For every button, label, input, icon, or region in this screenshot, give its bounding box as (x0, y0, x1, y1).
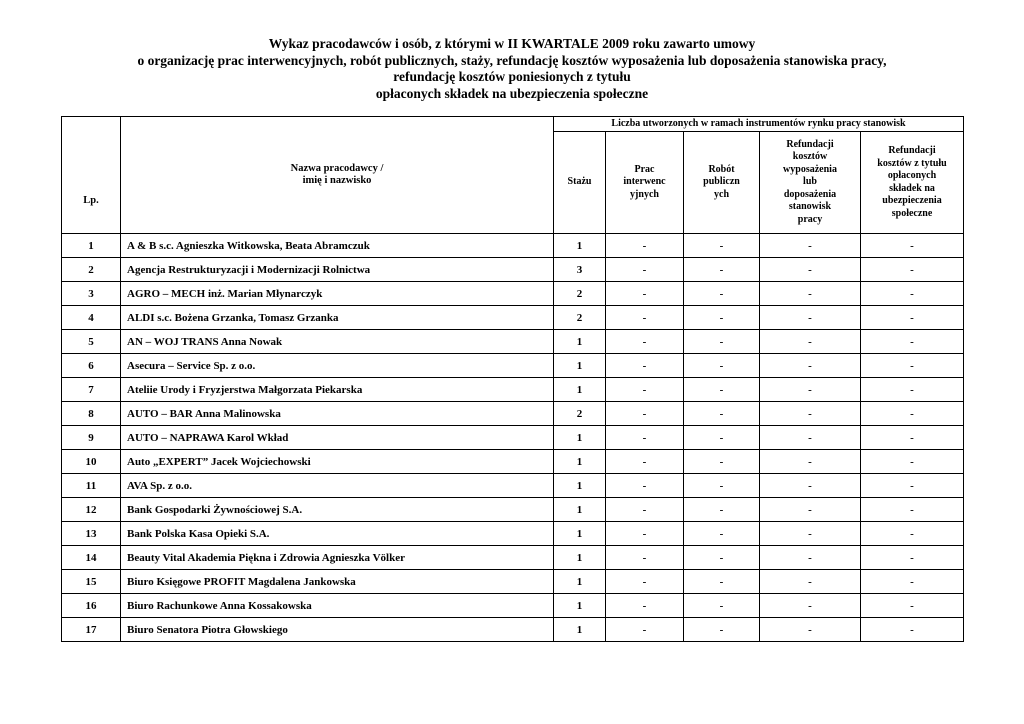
cell-lp: 15 (62, 570, 121, 594)
header-prac-line: Prac (634, 163, 655, 175)
cell-robot: - (684, 474, 760, 498)
cell-employer-name: AGRO – MECH inż. Marian Młynarczyk (121, 282, 554, 306)
cell-ref-wyposazenia: - (760, 354, 861, 378)
cell-employer-name: Ateliie Urody i Fryzjerstwa Małgorzata Piekarska (121, 378, 554, 402)
header-ref-wyp-line: doposażenia (783, 188, 837, 200)
cell-prac: - (606, 570, 684, 594)
header-ref-wyp-line: pracy (797, 213, 823, 225)
cell-lp: 6 (62, 354, 121, 378)
cell-robot: - (684, 234, 760, 258)
cell-lp: 14 (62, 546, 121, 570)
cell-stazu: 1 (554, 546, 606, 570)
table-row (62, 570, 964, 594)
header-ref-skladek (861, 132, 964, 234)
cell-ref-wyposazenia: - (760, 474, 861, 498)
cell-ref-skladek: - (861, 522, 964, 546)
header-prac-line: interwenc (623, 176, 666, 188)
table-row (62, 546, 964, 570)
table-row (62, 354, 964, 378)
cell-lp: 12 (62, 498, 121, 522)
cell-lp: 7 (62, 378, 121, 402)
title-line-3: refundację kosztów poniesionych z tytułu (393, 69, 631, 84)
cell-stazu: 1 (554, 330, 606, 354)
cell-ref-skladek: - (861, 450, 964, 474)
cell-stazu: 1 (554, 594, 606, 618)
cell-robot: - (684, 354, 760, 378)
cell-ref-skladek: - (861, 282, 964, 306)
cell-robot: - (684, 402, 760, 426)
header-ref-skl-line: Refundacji (888, 145, 936, 156)
cell-robot: - (684, 450, 760, 474)
document-title (0, 36, 1024, 102)
cell-prac: - (606, 306, 684, 330)
cell-robot: - (684, 570, 760, 594)
cell-employer-name: Biuro Księgowe PROFIT Magdalena Jankowska (121, 570, 554, 594)
header-ref-wyp-line: Refundacji (786, 138, 834, 150)
cell-lp: 5 (62, 330, 121, 354)
cell-employer-name: AVA Sp. z o.o. (121, 474, 554, 498)
cell-ref-wyposazenia: - (760, 546, 861, 570)
cell-stazu: 1 (554, 426, 606, 450)
cell-prac: - (606, 546, 684, 570)
header-name-line-2: imię i nazwisko (302, 175, 372, 186)
table-row (62, 498, 964, 522)
cell-robot: - (684, 522, 760, 546)
header-ref-wyposazenia (760, 132, 861, 234)
header-name (121, 117, 554, 234)
cell-robot: - (684, 306, 760, 330)
cell-ref-skladek: - (861, 498, 964, 522)
cell-ref-wyposazenia: - (760, 522, 861, 546)
cell-employer-name: ALDI s.c. Bożena Grzanka, Tomasz Grzanka (121, 306, 554, 330)
table-row (62, 306, 964, 330)
cell-ref-wyposazenia: - (760, 570, 861, 594)
cell-ref-skladek: - (861, 354, 964, 378)
cell-ref-skladek: - (861, 378, 964, 402)
cell-prac: - (606, 450, 684, 474)
cell-prac: - (606, 378, 684, 402)
title-line-4: opłaconych składek na ubezpieczenia społeczne (375, 85, 649, 101)
cell-stazu: 1 (554, 474, 606, 498)
cell-ref-skladek: - (861, 402, 964, 426)
header-robot-line: ych (714, 188, 729, 200)
header-ref-skl-line: opłaconych (887, 170, 937, 181)
cell-prac: - (606, 354, 684, 378)
cell-ref-wyposazenia: - (760, 402, 861, 426)
cell-prac: - (606, 402, 684, 426)
cell-prac: - (606, 498, 684, 522)
cell-robot: - (684, 618, 760, 642)
cell-stazu: 2 (554, 306, 606, 330)
header-ref-wyp-line: kosztów (792, 151, 828, 163)
header-ref-skl-line: ubezpieczenia (882, 195, 942, 206)
cell-ref-skladek: - (861, 258, 964, 282)
cell-ref-skladek: - (861, 594, 964, 618)
cell-robot: - (684, 330, 760, 354)
cell-ref-skladek: - (861, 234, 964, 258)
header-robot-line: Robót (708, 163, 735, 175)
header-ref-skl-line: składek na (889, 182, 935, 194)
cell-ref-wyposazenia: - (760, 498, 861, 522)
employers-table (61, 116, 964, 642)
cell-prac: - (606, 330, 684, 354)
cell-employer-name: Bank Gospodarki Żywnościowej S.A. (121, 498, 554, 522)
cell-stazu: 1 (554, 498, 606, 522)
header-ref-wyp-line: lub (803, 176, 817, 188)
cell-robot: - (684, 282, 760, 306)
cell-stazu: 1 (554, 378, 606, 402)
cell-ref-skladek: - (861, 330, 964, 354)
cell-ref-wyposazenia: - (760, 234, 861, 258)
header-robot (684, 132, 760, 234)
cell-stazu: 1 (554, 522, 606, 546)
table-row (62, 282, 964, 306)
cell-ref-wyposazenia: - (760, 282, 861, 306)
cell-ref-wyposazenia: - (760, 306, 861, 330)
cell-employer-name: Biuro Senatora Piotra Głowskiego (121, 618, 554, 642)
cell-lp: 4 (62, 306, 121, 330)
cell-ref-skladek: - (861, 570, 964, 594)
cell-ref-wyposazenia: - (760, 330, 861, 354)
cell-robot: - (684, 258, 760, 282)
header-row-group (62, 117, 964, 132)
cell-lp: 13 (62, 522, 121, 546)
cell-lp: 16 (62, 594, 121, 618)
cell-employer-name: Auto „EXPERT” Jacek Wojciechowski (121, 450, 554, 474)
header-name-line-1: Nazwa pracodawcy / (290, 163, 384, 174)
table-row (62, 594, 964, 618)
table-row (62, 258, 964, 282)
header-ref-wyp-line: wyposażenia (783, 163, 837, 175)
cell-employer-name: AUTO – BAR Anna Malinowska (121, 402, 554, 426)
table-row (62, 474, 964, 498)
cell-stazu: 1 (554, 618, 606, 642)
header-robot-line: publiczn (703, 176, 740, 188)
cell-ref-skladek: - (861, 546, 964, 570)
table-row (62, 426, 964, 450)
cell-stazu: 2 (554, 402, 606, 426)
cell-employer-name: Biuro Rachunkowe Anna Kossakowska (121, 594, 554, 618)
title-line-2: o organizację prac interwencyjnych, robót publicznych, staży, refundację kosztów wyposażenia lub doposażenia stanowiska pracy, (137, 52, 887, 68)
table-row (62, 402, 964, 426)
cell-prac: - (606, 234, 684, 258)
header-stazu: Stażu (554, 132, 606, 234)
cell-prac: - (606, 618, 684, 642)
cell-robot: - (684, 378, 760, 402)
cell-lp: 9 (62, 426, 121, 450)
cell-robot: - (684, 594, 760, 618)
header-ref-wyp-line: stanowisk (788, 201, 832, 213)
table-row (62, 522, 964, 546)
cell-prac: - (606, 258, 684, 282)
table-row (62, 450, 964, 474)
cell-stazu: 2 (554, 282, 606, 306)
cell-robot: - (684, 498, 760, 522)
header-ref-skl-line: kosztów z tytułu (877, 157, 947, 169)
cell-employer-name: Bank Polska Kasa Opieki S.A. (121, 522, 554, 546)
cell-employer-name: Agencja Restrukturyzacji i Modernizacji Rolnictwa (121, 258, 554, 282)
cell-ref-wyposazenia: - (760, 618, 861, 642)
cell-ref-skladek: - (861, 426, 964, 450)
cell-prac: - (606, 282, 684, 306)
cell-ref-wyposazenia: - (760, 426, 861, 450)
cell-prac: - (606, 426, 684, 450)
cell-employer-name: AUTO – NAPRAWA Karol Wkład (121, 426, 554, 450)
cell-ref-wyposazenia: - (760, 378, 861, 402)
table-body (62, 234, 964, 642)
table-row (62, 378, 964, 402)
cell-lp: 10 (62, 450, 121, 474)
cell-stazu: 3 (554, 258, 606, 282)
cell-stazu: 1 (554, 234, 606, 258)
cell-robot: - (684, 546, 760, 570)
cell-lp: 1 (62, 234, 121, 258)
header-prac-line: yjnych (630, 188, 659, 200)
cell-employer-name: Asecura – Service Sp. z o.o. (121, 354, 554, 378)
cell-lp: 3 (62, 282, 121, 306)
table-row (62, 618, 964, 642)
cell-stazu: 1 (554, 570, 606, 594)
cell-employer-name: Beauty Vital Akademia Piękna i Zdrowia Agnieszka Völker (121, 546, 554, 570)
cell-ref-skladek: - (861, 306, 964, 330)
cell-lp: 2 (62, 258, 121, 282)
cell-prac: - (606, 474, 684, 498)
table-row (62, 330, 964, 354)
header-ref-skl-line: społeczne (891, 207, 933, 219)
cell-ref-wyposazenia: - (760, 258, 861, 282)
cell-robot: - (684, 426, 760, 450)
cell-employer-name: AN – WOJ TRANS Anna Nowak (121, 330, 554, 354)
header-prac (606, 132, 684, 234)
cell-lp: 17 (62, 618, 121, 642)
header-lp: Lp. (62, 117, 121, 234)
cell-ref-skladek: - (861, 474, 964, 498)
cell-stazu: 1 (554, 354, 606, 378)
cell-employer-name: A & B s.c. Agnieszka Witkowska, Beata Abramczuk (121, 234, 554, 258)
cell-ref-skladek: - (861, 618, 964, 642)
cell-ref-wyposazenia: - (760, 594, 861, 618)
cell-lp: 8 (62, 402, 121, 426)
header-instruments-group: Liczba utworzonych w ramach instrumentów rynku pracy stanowisk (554, 117, 964, 132)
title-line-1: Wykaz pracodawców i osób, z którymi w II KWARTALE 2009 roku zawarto umowy (268, 36, 756, 51)
cell-prac: - (606, 522, 684, 546)
cell-prac: - (606, 594, 684, 618)
table-row (62, 234, 964, 258)
cell-lp: 11 (62, 474, 121, 498)
cell-ref-wyposazenia: - (760, 450, 861, 474)
cell-stazu: 1 (554, 450, 606, 474)
